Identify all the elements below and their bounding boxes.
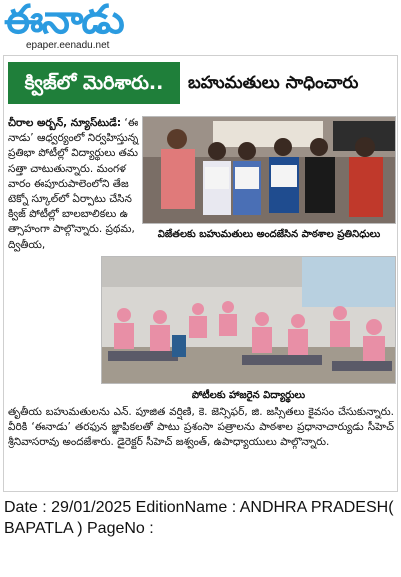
headline-left: క్విజ్‌లో మెరిశారు.. [8,62,180,104]
participants-photo-illustration [102,257,396,384]
photo-caption-winners: విజేతలకు బహుమతులు అందజేసిన పాఠశాల ప్రతినిధులు [157,229,381,240]
article-column-text [8,116,140,253]
masthead [4,2,164,52]
article-bottom-text: తృతీయ బహుమతులను ఎన్. పూజిత వర్షిణి, కె. జెన్సిఫర్, జి. జస్సితలు కైవసం చేసుకున్నారు. వీరికి ‘ఈనాడు’ తరఫున జ్ఞాపికలతో పాటు ప్రశంసా పత్రాలను పాఠశాల ప్రధానాచార్యుడు సీహెచ్ శ్రీనివాసరావు అందజేశారు. డైరెక్టర్ సీహెచ్ జశ్వంత్, ఉపాధ్యాయులు పాల్గొన్నారు. [8,406,394,448]
winners-photo [142,116,396,224]
headline [4,56,397,110]
eenadu-logo: ఈనాడు [4,0,123,43]
column-body: ‘ఈనాడు’ ఆధ్వర్యంలో నిర్వహిస్తున్న ప్రతిభా పోటీల్లో విద్యార్థులు తమ సత్తా చాటుతున్నారు. మంగళవారం ఈపూరుపాలెంలోని తేజ టెక్నో స్కూల్‌లో ఏర్పాటు చేసిన క్విజ్ పోటీల్లో బాలబాలికలు ఉత్సాహంగా పాల్గొన్నారు. ప్రథమ, ద్వితీయ, [8,117,139,251]
headline-right: బహుమతులు సాధించారు [188,73,359,93]
dateline: చీరాల అర్బన్, న్యూస్‌టుడే: [8,117,122,129]
participants-photo [101,256,396,384]
news-clipping [3,55,398,492]
edition-info: Date : 29/01/2025 EditionName : ANDHRA PRADESH( BAPATLA ) PageNo : [4,499,394,537]
photo-caption-participants: పోటీలకు హాజరైన విద్యార్థులు [191,390,306,401]
winners-photo-illustration [143,117,396,224]
epaper-url[interactable]: epaper.eenadu.net [26,40,110,51]
